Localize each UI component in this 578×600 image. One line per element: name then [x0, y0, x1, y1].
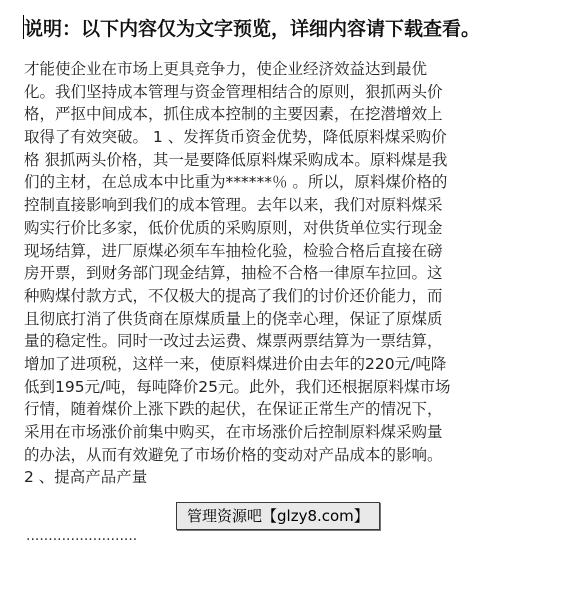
body-line: 量的稳定性。同时一改过去运费、煤票两票结算为一票结算， [24, 332, 443, 351]
body-line: 低到195元/吨，每吨降价25元。此外，我们还根据原料煤市场 [24, 377, 451, 396]
document-body [24, 58, 564, 489]
body-line: 增加了进项税，这样一来，使原料煤进价由去年的220元/吨降 [24, 354, 447, 373]
body-line: 种购煤付款方式，不仅极大的提高了我们的讨价还价能力，而 [24, 286, 443, 305]
body-line: 格 狠抓两头价格，其一是要降低原料煤采购成本。原料煤是我 [24, 150, 448, 169]
body-line: 的办法，从而有效避免了市场价格的变动对产品成本的影响。 [24, 445, 443, 464]
body-line: 格，严抠中间成本，抓住成本控制的主要因素，在挖潜增效上 [24, 105, 443, 124]
body-line-section-heading: 2 、提高产品产量 [24, 468, 148, 487]
body-line: 控制直接影响到我们的成本管理。去年以来，我们对原料煤采 [24, 196, 443, 215]
body-line: 们的主材，在总成本中比重为******％ 。所以，原料煤价格的 [24, 173, 448, 192]
body-line: 才能使企业在市场上更具竞争力，使企业经济效益达到最优 [24, 60, 428, 78]
truncation-dots: ························· [26, 532, 138, 548]
body-line: 且彻底打消了供货商在原煤质量上的侥幸心理，保证了原煤质 [24, 309, 443, 328]
body-line: 行情，随着煤价上涨下跌的起伏，在保证正常生产的情况下， [24, 400, 443, 419]
body-line: 取得了有效突破。 1 、发挥货币资金优势，降低原料煤采购价 [24, 128, 447, 147]
body-line: 购实行价比多家，低价优质的采购原则，对供货单位实行现金 [24, 218, 443, 237]
body-line: 化。我们坚持成本管理与资金管理相结合的原则，狠抓两头价 [24, 82, 443, 101]
preview-notice: 说明：以下内容仅为文字预览，详细内容请下载查看。 [24, 18, 481, 40]
watermark-banner: 管理资源吧【glzy8.com】 [176, 502, 380, 530]
body-line: 房开票，到财务部门现金结算，抽检不合格一律原车拉回。这 [24, 264, 443, 283]
body-line: 现场结算，进厂原煤必须车车抽检化验，检验合格后直接在磅 [24, 241, 443, 260]
body-line: 采用在市场涨价前集中购买，在市场涨价后控制原料煤采购量 [24, 423, 443, 441]
